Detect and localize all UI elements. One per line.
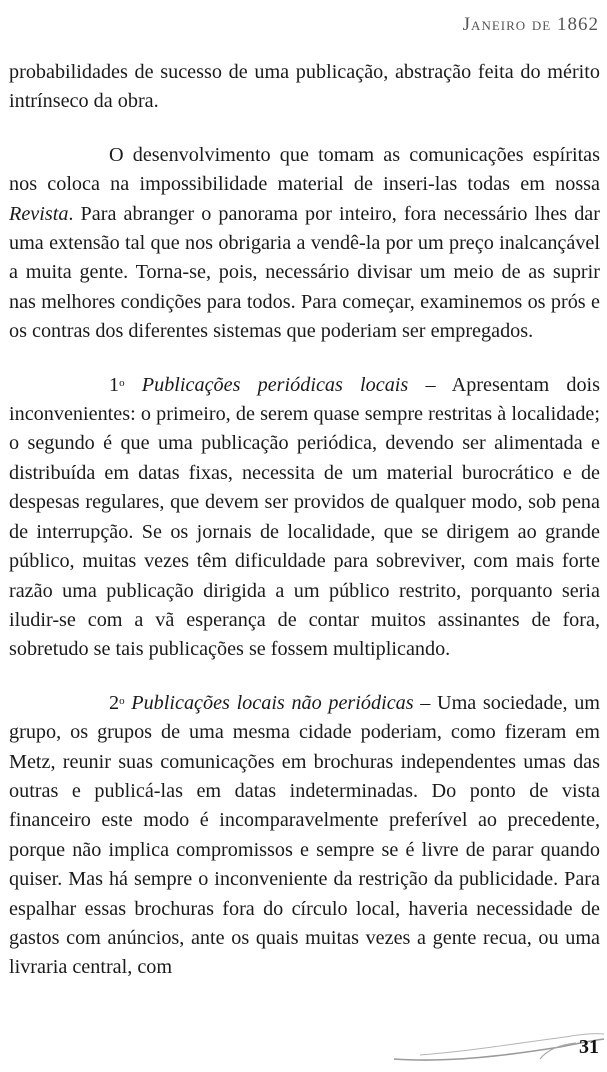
section-heading-periodicas: Publicações periódicas locais (141, 373, 409, 396)
paragraph-2-text-a: O desenvolvimento que tomam as comunicações espíritas nos coloca na impossibilidade material de inseri-las todas em nossa (9, 143, 600, 196)
paragraph-2 (9, 141, 600, 347)
footer-swash-ornament (390, 1025, 607, 1065)
section-heading-nao-periodicas: Publicações locais não periódicas (131, 691, 414, 714)
paragraph-2-text-b: . Para abranger o panorama por inteiro, fora necessário lhes dar uma extensão tal que nos obrigaria a vendê-la por um preço inalcançável a muita gente. Torna-se, pois, necessário divisar um meio de as suprir nas melhores condições para todos. Para começar, examinemos os prós e os contras dos diferentes sistemas que poderiam ser empregados. (9, 202, 600, 343)
paragraph-4-text: – Uma sociedade, um grupo, os grupos de uma mesma cidade poderiam, como fizeram em Metz, reunir suas comunicações em brochuras independentes umas das outras e publicá-las em datas indeterminadas. Do ponto de vista financeiro este modo é incomparavelmente preferível ao precedente, porque não implica compromissos e sempre se é livre de parar quando quiser. Mas há sempre o inconveniente da restrição da publicidade. Para espalhar essas brochuras fora do círculo local, haveria necessidade de gastos com anúncios, ante os quais muitas vezes a gente recua, ou uma livraria central, com (9, 691, 600, 979)
paragraph-gap (9, 347, 600, 371)
running-head: Janeiro de 1862 (462, 14, 599, 35)
paragraph-3 (9, 371, 600, 665)
revista-title: Revista (9, 202, 69, 225)
paragraph-gap (9, 117, 600, 141)
item-number-2: 2$^o$ (109, 691, 125, 714)
page-number: 31 (579, 1036, 599, 1058)
paragraph-3-text: – Apresentam dois inconvenientes: o primeiro, de serem quase sempre restritas à localidade; o segundo é que uma publicação periódica, devendo ser alimentada e distribuída em datas fixas, necessita de um material burocrático e de despesas regulares, que devem ser providos de qualquer modo, sob pena de interrupção. Se os jornais de localidade, que se dirigem ao grande público, muitas vezes têm dificuldade para sobreviver, com mais forte razão uma publicação dirigida a um público restrito, porquanto seria iludir-se com a vã esperança de contar muitos assinantes de fora, sobretudo se tais publicações se fossem multiplicando. (9, 373, 600, 661)
item-number-1: 1$^o$ (109, 373, 125, 396)
paragraph-gap (9, 665, 600, 689)
paragraph-1: probabilidades de sucesso de uma publicação, abstração feita do mérito intrínseco da obra. (9, 61, 600, 113)
page-body (9, 58, 600, 983)
paragraph-4 (9, 689, 600, 983)
